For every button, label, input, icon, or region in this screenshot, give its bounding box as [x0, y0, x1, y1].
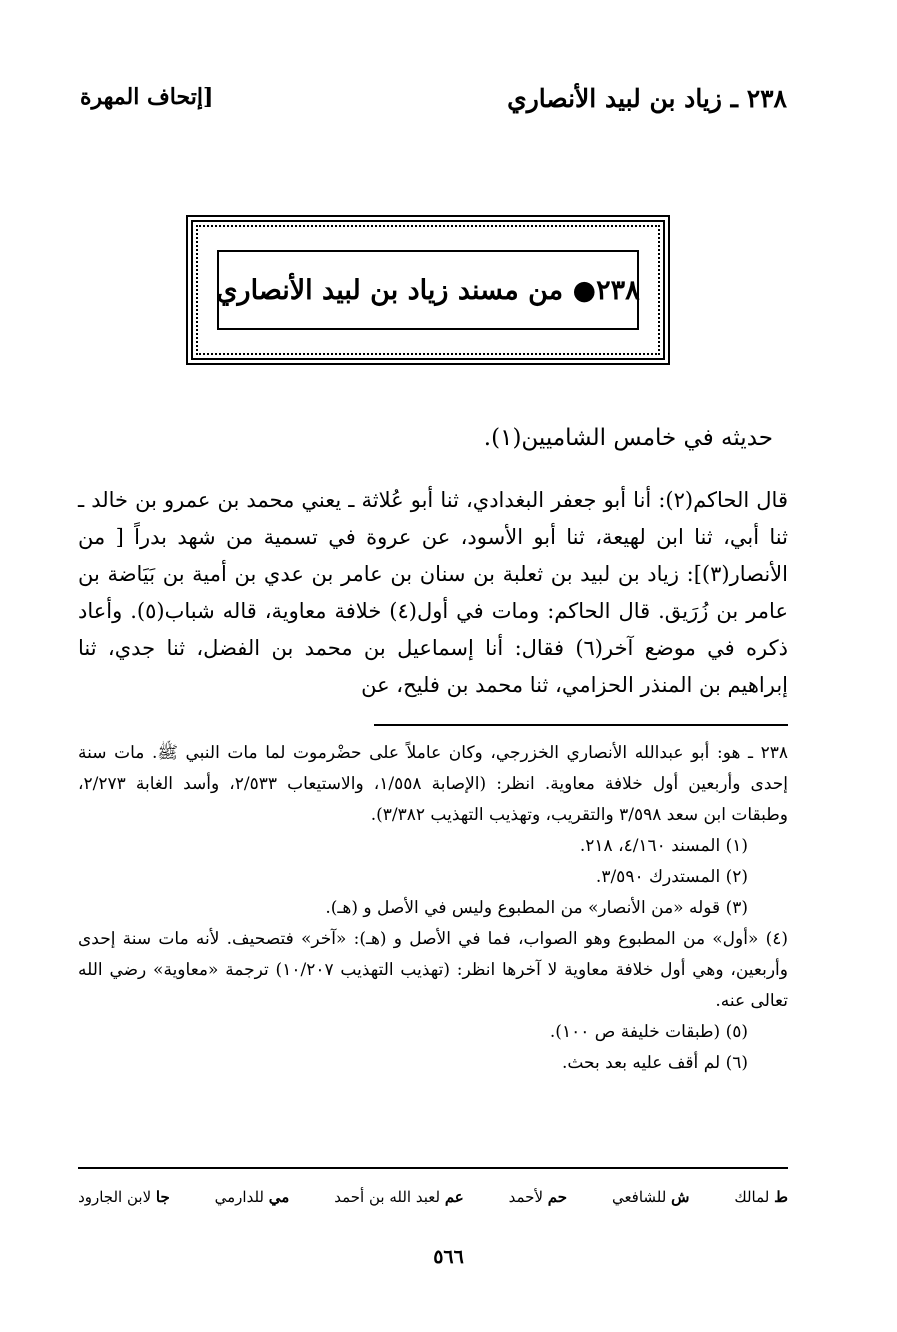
abbreviation-item: ش للشافعي — [611, 1188, 690, 1206]
abbreviation-item: حم لأحمد — [508, 1188, 568, 1206]
page-number: ٥٦٦ — [433, 1246, 464, 1268]
abbreviation-key — [78, 1188, 788, 1206]
book-title: [إتحاف المهرة — [80, 84, 214, 110]
abbreviation-item: ط لمالك — [734, 1188, 788, 1206]
abbreviation-item: عم لعبد الله بن أحمد — [334, 1188, 464, 1206]
biography-note: ٢٣٨ ـ هو: أبو عبدالله الأنصاري الخزرجي، وكان عاملاً على حضْرموت لما مات النبي ﷺ. مات سنة إحدى وأربعين أول خلافة معاوية. انظر: (الإصابة ١/٥٥٨، والاستيعاب ٢/٥٣٣، وأسد الغابة ٢/٢٧٣، وطبقات ابن سعد ٣/٥٩٨ والتقريب، وتهذيب التهذيب ٣/٣٨٢). — [78, 743, 789, 825]
main-paragraph: قال الحاكم(٢): أنا أبو جعفر البغدادي، ثنا أبو عُلاثة ـ يعني محمد بن عمرو بن خالد ـ ثنا أبي، ثنا ابن لهيعة، ثنا أبو الأسود، عن عروة في تسمية من شهد بدراً [ من الأنصار(٣)]: زياد بن لبيد بن ثعلبة بن سنان بن عامر بن عدي بن أمية بن بَيَاضة بن عامر بن زُرَيق. قال الحاكم: ومات في أول(٤) خلافة معاوية، قاله شباب(٥). وأعاد ذكره في موضع آخر(٦) فقال: أنا إسماعيل بن محمد بن الفضل، ثنا جدي، ثنا إبراهيم بن المنذر الحزامي، ثنا محمد بن فليح، عن — [78, 488, 788, 697]
section-title: ٢٣٨● من مسند زياد بن لبيد الأنصاري — [216, 274, 640, 306]
ornamental-title-frame — [186, 215, 670, 365]
abbreviation-item: جا لابن الجارود — [78, 1188, 170, 1206]
running-title: ٢٣٨ ـ زياد بن لبيد الأنصاري — [507, 84, 787, 113]
footnote: (٤) «أول» من المطبوع وهو الصواب، فما في الأصل و (هـ): «آخر» فتصحيف. لأنه مات سنة إحدى وأربعين، وهي أول خلافة معاوية لا آخرها انظر: (تهذيب التهذيب ١٠/٢٠٧) ترجمة «معاوية» رضي الله تعالى عنه. — [78, 929, 788, 1011]
abbreviation-item: مي للدارمي — [214, 1188, 290, 1206]
intro-line: حديثه في خامس الشاميين(١). — [483, 425, 773, 451]
abbreviation-separator — [78, 1167, 788, 1169]
footnote: (١) المسند ٤/١٦٠، ٢١٨. — [579, 836, 748, 856]
footnote: (٢) المستدرك ٣/٥٩٠. — [595, 867, 748, 887]
title-box — [217, 250, 639, 330]
footnote: (٣) قوله «من الأنصار» من المطبوع وليس في الأصل و (هـ). — [325, 898, 748, 918]
footnote-separator — [374, 724, 788, 726]
footnote: (٥) (طبقات خليفة ص ١٠٠). — [549, 1022, 748, 1042]
main-text — [78, 482, 788, 704]
footnotes — [78, 738, 788, 1079]
footnote: (٦) لم أقف عليه بعد بحث. — [561, 1053, 748, 1073]
